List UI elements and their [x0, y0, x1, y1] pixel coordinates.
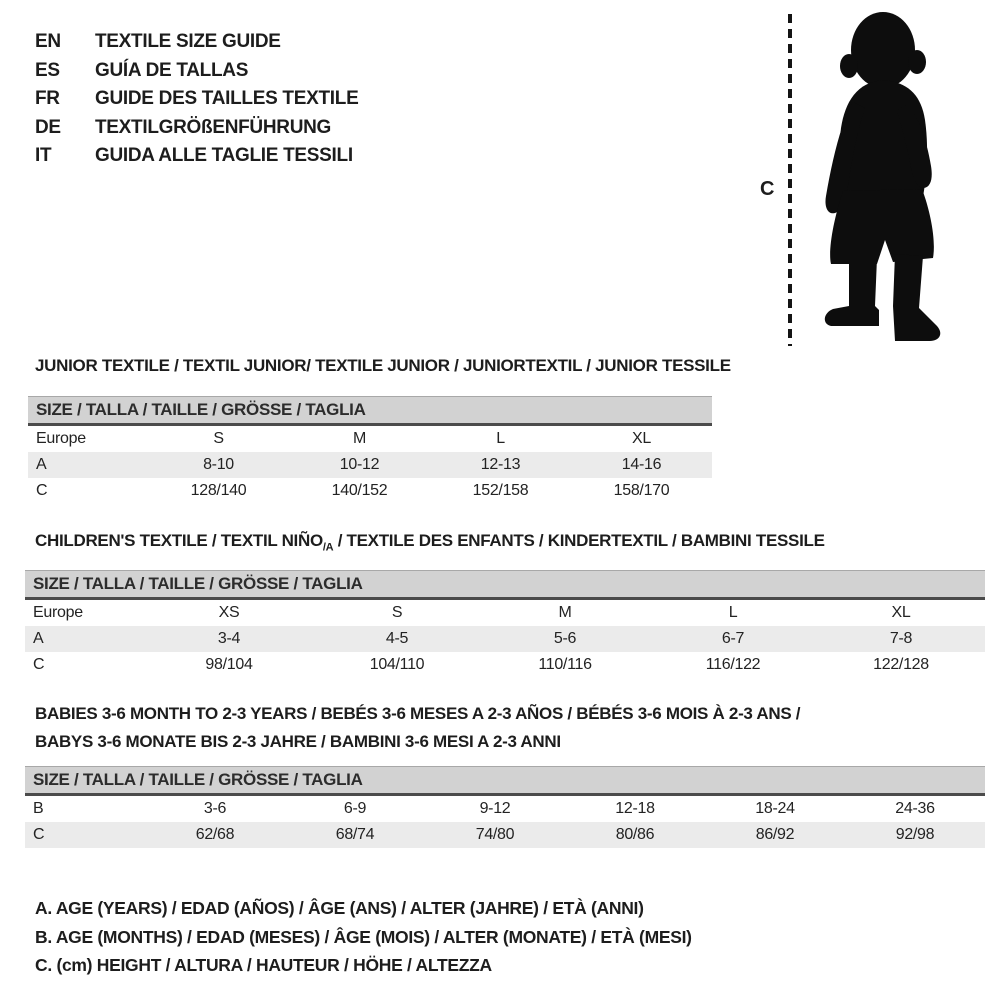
- size-cell: XL: [632, 430, 651, 447]
- table-row: [25, 600, 985, 626]
- size-cell: M: [558, 604, 572, 621]
- age-cell: 7-8: [889, 630, 913, 647]
- language-label: GUIDE DES TAILLES TEXTILE: [95, 88, 359, 110]
- height-cell: 110/116: [538, 656, 592, 673]
- size-cell: S: [391, 604, 403, 621]
- row-label: C: [33, 826, 45, 843]
- language-code: IT: [35, 145, 52, 167]
- height-cell: 104/110: [369, 656, 425, 673]
- children-title-subscript: /A: [322, 541, 334, 554]
- age-cell: 18-24: [755, 800, 795, 817]
- age-cell: 12-18: [615, 800, 655, 817]
- age-cell: 6-7: [721, 630, 745, 647]
- language-label: GUÍA DE TALLAS: [95, 59, 249, 81]
- size-cell: L: [728, 604, 738, 621]
- language-row-es: [35, 57, 358, 86]
- language-label: TEXTILGRÖßENFÜHRUNG: [95, 116, 332, 138]
- size-cell: S: [213, 430, 224, 447]
- row-label: Europe: [36, 430, 86, 447]
- children-size-table: [25, 570, 985, 678]
- junior-size-table: [28, 396, 712, 504]
- language-code: EN: [35, 31, 61, 53]
- children-section-title: [35, 531, 825, 553]
- junior-section-title: JUNIOR TEXTILE / TEXTIL JUNIOR/ TEXTILE JUNIOR / JUNIORTEXTIL / JUNIOR TESSILE: [35, 356, 731, 375]
- height-cell: 86/92: [755, 826, 795, 843]
- age-cell: 10-12: [339, 456, 380, 473]
- height-cell: 74/80: [475, 826, 515, 843]
- language-row-it: [35, 142, 358, 171]
- babies-size-header-bar: SIZE / TALLA / TAILLE / GRÖSSE / TAGLIA: [25, 766, 985, 796]
- children-title-prefix: CHILDREN'S TEXTILE / TEXTIL NIÑO: [35, 531, 323, 550]
- table-row: [28, 452, 712, 478]
- note-height-cm: C. (cm) HEIGHT / ALTURA / HAUTEUR / HÖHE / ALTEZZA: [35, 955, 492, 975]
- note-age-months: B. AGE (MONTHS) / EDAD (MESES) / ÂGE (MOIS) / ALTER (MONATE) / ETÀ (MESI): [35, 926, 692, 947]
- language-code: FR: [35, 88, 60, 110]
- height-measure-label: C: [760, 178, 775, 200]
- age-cell: 6-9: [343, 800, 367, 817]
- legend-notes: [35, 894, 692, 980]
- table-row: [25, 626, 985, 652]
- age-cell: 3-6: [203, 800, 227, 817]
- row-label: A: [33, 630, 44, 647]
- height-cell: 116/122: [705, 656, 761, 673]
- table-row: [28, 478, 712, 504]
- age-cell: 12-13: [480, 456, 521, 473]
- children-size-header-bar: SIZE / TALLA / TAILLE / GRÖSSE / TAGLIA: [25, 570, 985, 600]
- row-label: C: [36, 482, 48, 499]
- language-code: DE: [35, 116, 61, 138]
- age-cell: 24-36: [895, 800, 935, 817]
- babies-title-line-1: BABIES 3-6 MONTH TO 2-3 YEARS / BEBÉS 3-6 MESES A 2-3 AÑOS / BÉBÉS 3-6 MOIS À 2-3 ANS /: [35, 704, 801, 723]
- height-cell: 152/158: [472, 482, 529, 499]
- age-cell: 4-5: [385, 630, 409, 647]
- table-row: [25, 796, 985, 822]
- language-label: GUIDA ALLE TAGLIE TESSILI: [95, 145, 353, 167]
- language-row-de: [35, 114, 358, 143]
- height-cell: 62/68: [195, 826, 235, 843]
- height-cell: 158/170: [613, 482, 670, 499]
- height-cell: 98/104: [205, 656, 253, 673]
- table-row: [28, 426, 712, 452]
- language-code: ES: [35, 59, 60, 81]
- language-row-en: [35, 28, 358, 57]
- row-label: A: [36, 456, 47, 473]
- table-row: [25, 822, 985, 848]
- babies-size-table: [25, 766, 985, 848]
- height-cell: 92/98: [895, 826, 935, 843]
- junior-size-header-bar: SIZE / TALLA / TAILLE / GRÖSSE / TAGLIA: [28, 396, 712, 426]
- size-cell: L: [496, 430, 505, 447]
- height-cell: 80/86: [615, 826, 655, 843]
- age-cell: 5-6: [553, 630, 577, 647]
- age-cell: 8-10: [203, 456, 234, 473]
- note-age-years: A. AGE (YEARS) / EDAD (AÑOS) / ÂGE (ANS) / ALTER (JAHRE) / ETÀ (ANNI): [35, 898, 644, 918]
- language-row-fr: [35, 85, 358, 114]
- height-cell: 128/140: [190, 482, 247, 499]
- age-cell: 14-16: [621, 456, 662, 473]
- size-cell: M: [352, 430, 367, 447]
- children-title-suffix: / TEXTILE DES ENFANTS / KINDERTEXTIL / BAMBINI TESSILE: [333, 531, 825, 550]
- babies-title-line-2: BABYS 3-6 MONATE BIS 2-3 JAHRE / BAMBINI 3-6 MESI A 2-3 ANNI: [35, 732, 561, 751]
- height-cell: 140/152: [331, 482, 388, 499]
- toddler-silhouette-icon: [795, 6, 965, 346]
- age-cell: 3-4: [217, 630, 241, 647]
- size-cell: XL: [891, 604, 911, 621]
- babies-section-title: [35, 700, 800, 756]
- language-list: [35, 28, 358, 171]
- height-cell: 68/74: [335, 826, 375, 843]
- row-label: Europe: [33, 604, 83, 621]
- size-cell: XS: [218, 604, 240, 621]
- height-cell: 122/128: [873, 656, 929, 673]
- table-row: [25, 652, 985, 678]
- row-label: B: [33, 800, 44, 817]
- language-label: TEXTILE SIZE GUIDE: [95, 31, 281, 53]
- height-measure-dashed-line: [788, 14, 792, 346]
- row-label: C: [33, 656, 45, 673]
- age-cell: 9-12: [479, 800, 511, 817]
